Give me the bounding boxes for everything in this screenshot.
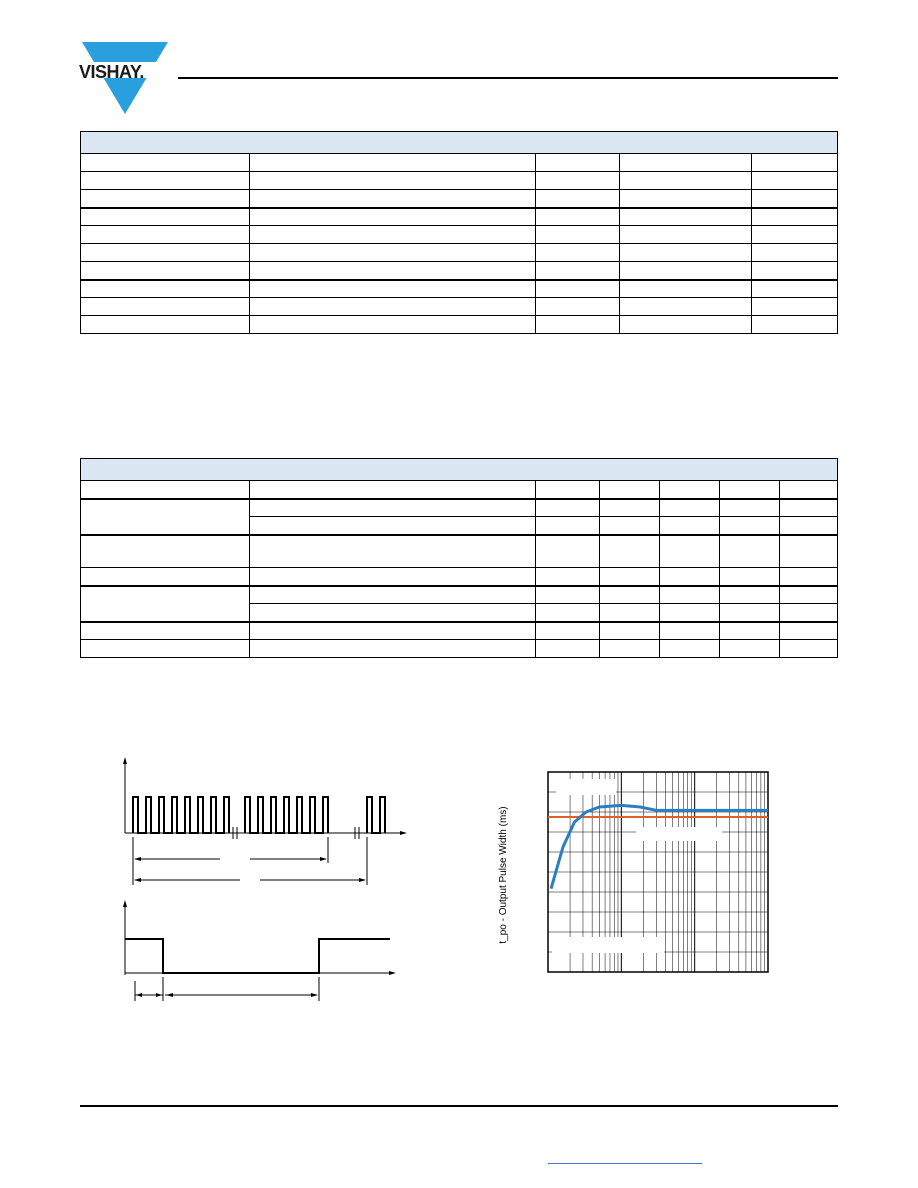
pulse-width-chart <box>490 765 780 980</box>
table-row <box>81 226 838 244</box>
table-row <box>81 499 838 517</box>
chart-label-box <box>636 827 722 841</box>
chart-label-box <box>556 779 616 795</box>
table-row <box>81 316 838 334</box>
table-row <box>81 481 838 499</box>
table-row <box>81 640 838 658</box>
table-row <box>81 190 838 208</box>
chart-label-box <box>552 937 664 953</box>
table-row <box>81 244 838 262</box>
table-row <box>81 298 838 316</box>
timing-diagram <box>115 755 415 1015</box>
table-header-bar <box>81 459 838 481</box>
table-row <box>81 586 838 604</box>
header-rule <box>178 77 838 79</box>
table-row <box>81 154 838 172</box>
table-row <box>81 622 838 640</box>
brand-name: VISHAY. <box>79 62 144 82</box>
chart-y-axis-label: t_po - Output Pulse Width (ms) <box>498 806 509 944</box>
table-row <box>81 535 838 568</box>
table-row <box>81 262 838 280</box>
footer-rule <box>80 1105 838 1107</box>
table-row <box>81 172 838 190</box>
table-row <box>81 208 838 226</box>
spec-table-2 <box>80 458 838 658</box>
table-row <box>81 568 838 586</box>
table-header-bar <box>81 132 838 154</box>
table-row <box>81 280 838 298</box>
footer-link-underline[interactable] <box>548 1163 702 1164</box>
spec-table-1 <box>80 131 838 334</box>
